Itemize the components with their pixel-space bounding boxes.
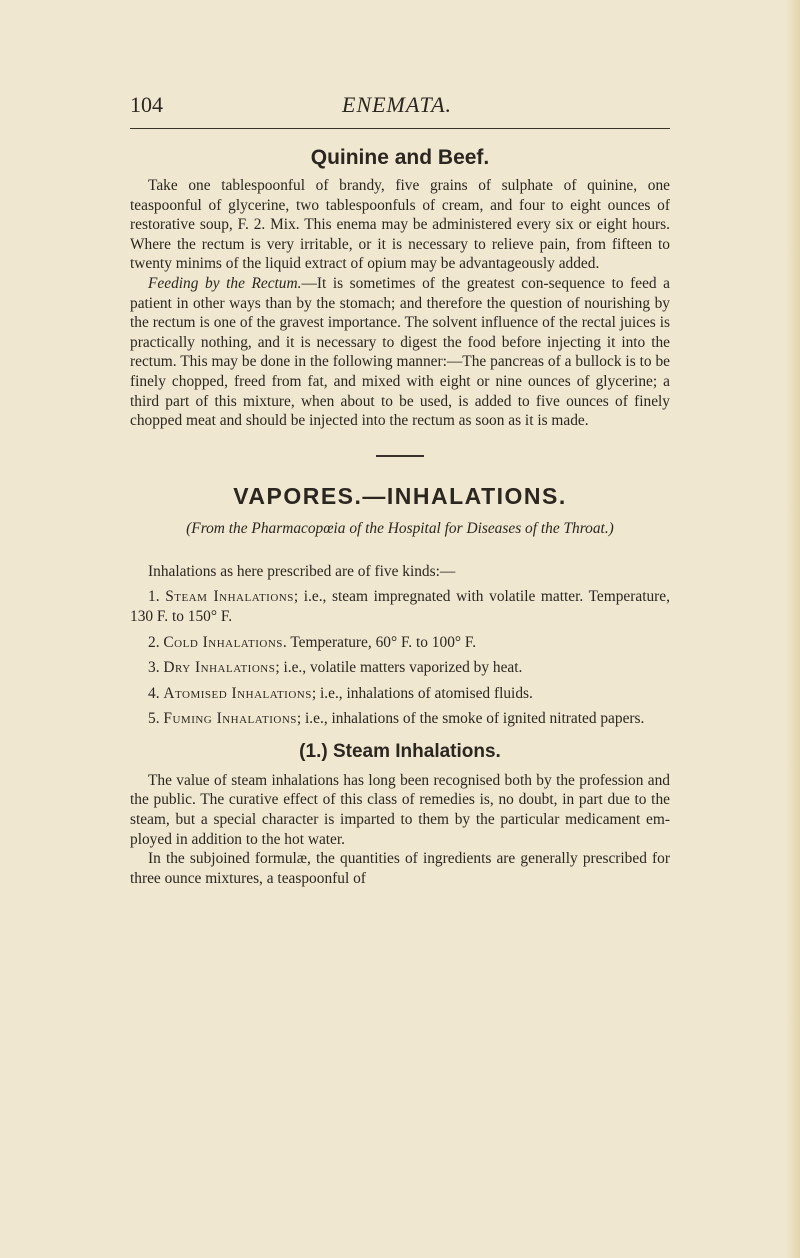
- inhalation-kind-1: [130, 587, 670, 626]
- steam-heading: (1.) Steam Inhalations.: [299, 740, 501, 762]
- kind-number: 2.: [148, 633, 160, 651]
- kind-number: 4.: [148, 684, 160, 702]
- kind-name: Fuming Inhalations: [163, 710, 297, 728]
- kind-name: Dry Inhalations: [163, 659, 276, 677]
- kind-name: Steam Inhalations: [165, 588, 294, 606]
- kind-name: Cold Inhalations: [163, 633, 283, 651]
- kind-number: 5.: [148, 710, 160, 728]
- source-note: (From the Pharmacopœia of the Hospital for Diseases of the Throat.): [186, 519, 614, 537]
- inhalation-kind-5: [130, 709, 670, 729]
- kind-text: ; i.e., inhalations of atomised fluids.: [311, 684, 533, 702]
- kind-name: Atomised Inhalations: [163, 684, 312, 702]
- kind-number: 1.: [148, 588, 160, 606]
- vapores-heading: VAPORES.—INHALATIONS.: [233, 482, 567, 509]
- quinine-heading: Quinine and Beef.: [310, 146, 490, 169]
- inhalation-kind-4: [130, 684, 670, 704]
- inhalations-intro: Inhalations as here prescribed are of five kinds:—: [148, 562, 456, 580]
- header-rule: [130, 128, 670, 129]
- page-header: [130, 92, 670, 122]
- page-number: 104: [130, 92, 163, 117]
- page-edge: [786, 0, 800, 1258]
- steam-paragraph-2: In the subjoined formulæ, the quantities of ingredients are generally prescribed for three ounce mixtures, a teaspoonful of: [130, 850, 670, 887]
- kind-number: 3.: [148, 659, 160, 677]
- kind-text: ; i.e., steam impregnated with volatile matter. Temperature, 130 F. to 150° F.: [130, 588, 670, 625]
- kind-text: . Temperature, 60° F. to 100° F.: [282, 633, 477, 651]
- quinine-paragraph: Take one tablespoonful of brandy, five grains of sulphate of quinine, one teaspoonful of glycerine, two tablespoonfuls of cream, and four to eight ounces of restorative soup, F. 2. Mix. This enema may be administered every six or eight hours. Where the rectum is very irritable, or it is necessary to relieve pain, from fifteen to twenty minims of the liquid extract of opium may be advantageously added.: [130, 177, 670, 273]
- kind-text: ; i.e., inhalations of the smoke of ignited nitrated papers.: [296, 710, 645, 728]
- page-content: [130, 146, 670, 888]
- section-divider: [376, 455, 424, 457]
- kind-text: ; i.e., volatile matters vaporized by heat.: [275, 659, 523, 677]
- inhalation-kind-2: [130, 633, 670, 653]
- feeding-text: —It is sometimes of the greatest con-sequence to feed a patient in other ways than by the stomach; and therefore the question of nourishing by the rectum is one of the gravest importance. The solvent influence of the rectal juices is practically nothing, and it is necessary to digest the food before injecting it into the rectum. This may be done in the following manner:—The pancreas of a bullock is to be finely chopped, freed from fat, and mixed with eight or nine ounces of glycerine; a third part of this mixture, when about to be used, is added to five ounces of finely chopped meat and should be injected into the rectum as soon as it is made.: [130, 274, 670, 430]
- feeding-label: Feeding by the Rectum.: [148, 274, 302, 292]
- feeding-paragraph: [130, 274, 670, 431]
- steam-paragraph-1: The value of steam inhalations has long been recognised both by the profession and the public. The curative effect of this class of remedies is, no doubt, in part due to the steam, but a special character is imparted to them by the particular medicament em-ployed in addition to the hot water.: [130, 771, 670, 848]
- running-title: ENEMATA.: [342, 92, 453, 117]
- inhalation-kind-3: [130, 658, 670, 678]
